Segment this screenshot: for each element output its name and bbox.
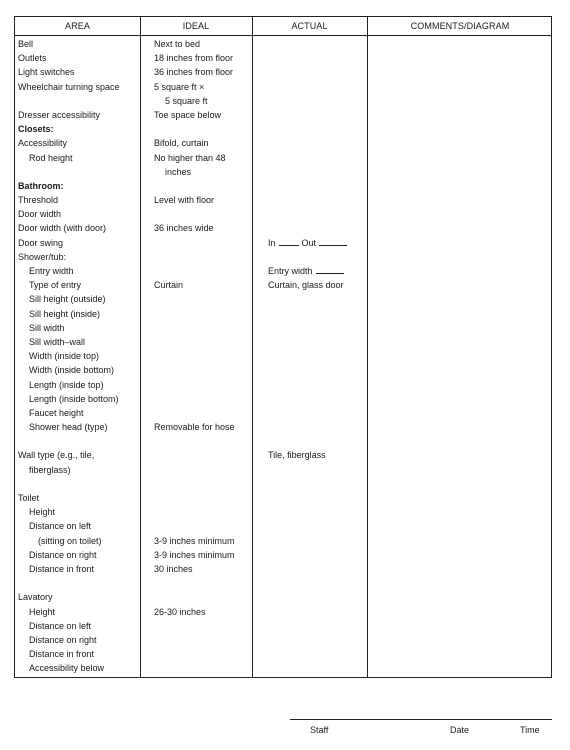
table-row bbox=[15, 647, 551, 661]
table-row bbox=[15, 378, 551, 392]
actual-cell bbox=[268, 278, 344, 292]
table-row bbox=[15, 434, 551, 448]
ideal-cell: 5 square ft bbox=[165, 95, 208, 106]
door-swing-out-blank[interactable] bbox=[319, 237, 347, 246]
staff-label: Staff bbox=[310, 725, 329, 735]
area-cell: Distance on left bbox=[29, 521, 92, 532]
ideal-cell: Toe space below bbox=[154, 109, 222, 120]
area-cell: Width (inside bottom) bbox=[29, 365, 115, 376]
ideal-cell: Curtain bbox=[154, 280, 184, 291]
signature-line bbox=[290, 719, 552, 720]
area-cell: Accessibility below bbox=[29, 663, 105, 674]
assessment-table bbox=[14, 16, 552, 678]
area-cell: Sill height (inside) bbox=[29, 308, 101, 319]
table-row bbox=[15, 51, 551, 65]
table-row bbox=[15, 420, 551, 434]
ideal-cell: 36 inches wide bbox=[154, 223, 214, 234]
area-cell: Closets: bbox=[18, 124, 54, 135]
table-row bbox=[15, 37, 551, 51]
area-cell: (sitting on toilet) bbox=[38, 535, 102, 546]
area-cell: Distance on right bbox=[29, 549, 97, 560]
area-cell: Dresser accessibility bbox=[18, 109, 101, 120]
area-cell: Height bbox=[29, 606, 56, 617]
ideal-cell: 5 square ft × bbox=[154, 81, 205, 92]
table-row bbox=[15, 576, 551, 590]
area-cell: Faucet height bbox=[29, 407, 84, 418]
area-cell: Door width bbox=[18, 209, 62, 220]
table-row bbox=[15, 448, 551, 462]
door-swing-out-label: Out bbox=[301, 237, 317, 248]
area-cell: Distance on right bbox=[29, 634, 97, 645]
area-cell: Height bbox=[29, 507, 56, 518]
area-cell: Wheelchair turning space bbox=[18, 81, 120, 92]
time-label: Time bbox=[520, 725, 540, 735]
table-row bbox=[15, 349, 551, 363]
actual-cell bbox=[268, 236, 350, 250]
table-row bbox=[15, 463, 551, 477]
table-row bbox=[15, 80, 551, 94]
table-row bbox=[15, 292, 551, 306]
header-ideal: IDEAL bbox=[182, 21, 210, 31]
table-row bbox=[15, 392, 551, 406]
area-cell: Distance in front bbox=[29, 649, 95, 660]
area-cell: Toilet bbox=[18, 493, 40, 503]
ideal-cell: No higher than 48 bbox=[154, 152, 226, 163]
ideal-cell: 3-9 inches minimum bbox=[154, 549, 235, 560]
table-row bbox=[15, 250, 551, 264]
ideal-cell: Level with floor bbox=[154, 195, 215, 206]
header-actual: ACTUAL bbox=[291, 21, 328, 31]
area-cell: fiberglass) bbox=[29, 464, 71, 475]
table-row bbox=[15, 122, 551, 136]
area-cell: Length (inside top) bbox=[29, 379, 104, 390]
table-row bbox=[15, 363, 551, 377]
table-row bbox=[15, 179, 551, 193]
area-cell: Shower head (type) bbox=[29, 422, 108, 433]
ideal-cell: 26-30 inches bbox=[154, 606, 206, 617]
table-row bbox=[15, 236, 551, 250]
table-row bbox=[15, 307, 551, 321]
actual-text: Tile, fiberglass bbox=[268, 450, 326, 461]
table-row bbox=[15, 491, 551, 505]
area-cell: Length (inside bottom) bbox=[29, 393, 119, 404]
area-cell: Shower/tub: bbox=[18, 251, 67, 262]
area-cell: Wall type (e.g., tile, bbox=[18, 450, 95, 461]
area-cell: Type of entry bbox=[29, 280, 82, 291]
ideal-cell: Bifold, curtain bbox=[154, 138, 209, 149]
area-cell: Width (inside top) bbox=[29, 351, 100, 362]
table-row bbox=[15, 264, 551, 278]
actual-cell bbox=[268, 448, 326, 462]
area-cell: Distance in front bbox=[29, 563, 95, 574]
ideal-cell: Removable for hose bbox=[154, 422, 235, 433]
table-row bbox=[15, 519, 551, 533]
area-cell: Bathroom: bbox=[18, 180, 64, 191]
table-row bbox=[15, 193, 551, 207]
ideal-cell: 36 inches from floor bbox=[154, 67, 234, 78]
table-row bbox=[15, 65, 551, 79]
door-swing-in-blank[interactable] bbox=[279, 237, 299, 246]
header-divider bbox=[15, 35, 551, 36]
table-row bbox=[15, 108, 551, 122]
table-row bbox=[15, 94, 551, 108]
table-row bbox=[15, 221, 551, 235]
table-row bbox=[15, 151, 551, 165]
area-cell: Entry width bbox=[29, 266, 74, 276]
area-cell: Lavatory bbox=[18, 592, 53, 603]
ideal-cell: 30 inches bbox=[154, 563, 193, 574]
entry-width-blank[interactable] bbox=[316, 265, 344, 274]
table-row bbox=[15, 548, 551, 562]
door-swing-in-label: In bbox=[268, 237, 276, 248]
table-row bbox=[15, 534, 551, 548]
table-body bbox=[15, 37, 551, 675]
table-row bbox=[15, 661, 551, 675]
table-row bbox=[15, 335, 551, 349]
table-row bbox=[15, 136, 551, 150]
ideal-cell: Next to bed bbox=[154, 39, 201, 49]
header-comments: COMMENTS/DIAGRAM bbox=[410, 21, 510, 31]
table-row bbox=[15, 165, 551, 179]
area-cell: Accessibility bbox=[18, 138, 68, 149]
table-row bbox=[15, 477, 551, 491]
table-row bbox=[15, 590, 551, 604]
area-cell: Sill width bbox=[29, 322, 65, 333]
ideal-cell: 3-9 inches minimum bbox=[154, 535, 235, 546]
table-row bbox=[15, 505, 551, 519]
actual-text: Curtain, glass door bbox=[268, 280, 344, 291]
actual-cell bbox=[268, 264, 347, 278]
area-cell: Sill width–wall bbox=[29, 336, 86, 347]
area-cell: Sill height (outside) bbox=[29, 294, 106, 305]
table-row bbox=[15, 207, 551, 221]
table-row bbox=[15, 605, 551, 619]
table-row bbox=[15, 321, 551, 335]
area-cell: Door width (with door) bbox=[18, 223, 107, 234]
table-row bbox=[15, 562, 551, 576]
table-row bbox=[15, 633, 551, 647]
area-cell: Rod height bbox=[29, 152, 73, 163]
ideal-cell: 18 inches from floor bbox=[154, 53, 234, 64]
table-row bbox=[15, 619, 551, 633]
area-cell: Outlets bbox=[18, 53, 47, 64]
area-cell: Bell bbox=[18, 39, 34, 49]
actual-text: Entry width bbox=[268, 266, 313, 276]
area-cell: Distance on left bbox=[29, 620, 92, 631]
header-area: AREA bbox=[65, 21, 90, 31]
table-row bbox=[15, 406, 551, 420]
area-cell: Threshold bbox=[18, 195, 59, 206]
date-label: Date bbox=[450, 725, 470, 735]
area-cell: Door swing bbox=[18, 237, 64, 248]
ideal-cell: inches bbox=[165, 166, 192, 177]
table-row bbox=[15, 278, 551, 292]
area-cell: Light switches bbox=[18, 67, 75, 78]
